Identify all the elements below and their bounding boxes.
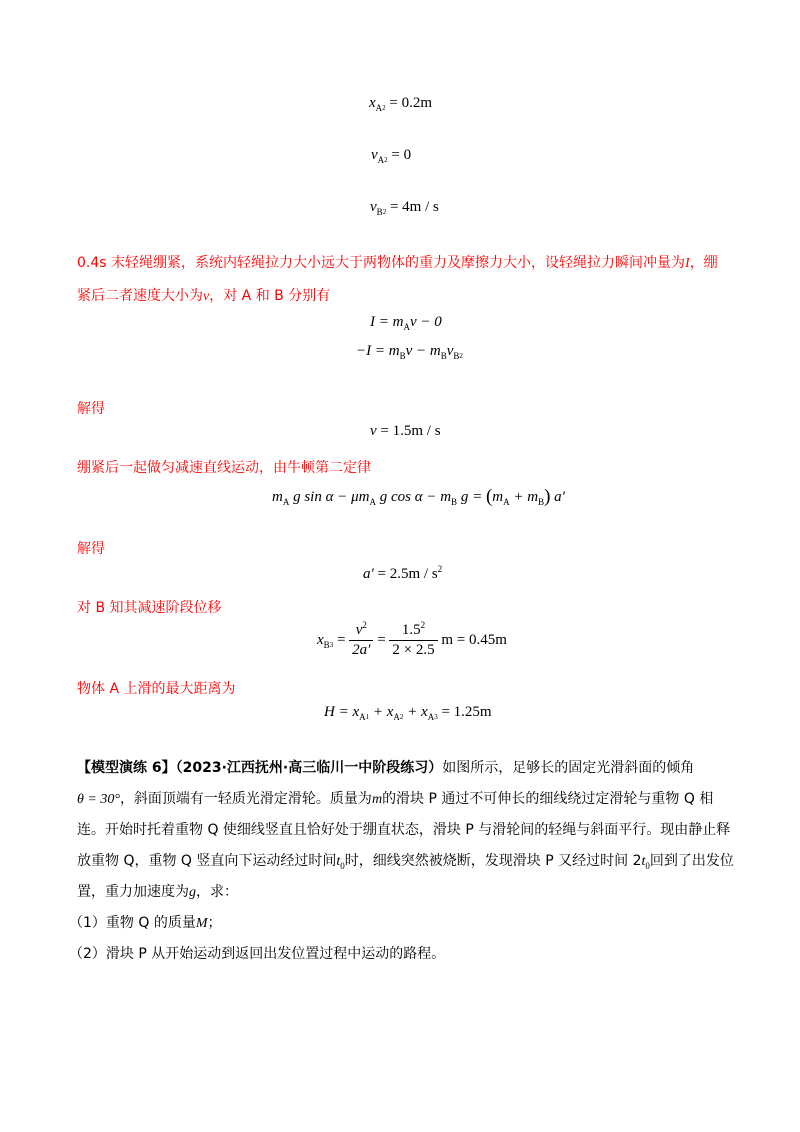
eq7-m: m bbox=[272, 489, 283, 505]
equals: = bbox=[377, 631, 386, 648]
eq-rhs: = 2.5m / s bbox=[377, 566, 438, 582]
problem-line-1 bbox=[77, 757, 694, 777]
subsub: 2 bbox=[382, 208, 387, 216]
var-a-prime: a′ bbox=[363, 566, 374, 582]
problem-line-2 bbox=[77, 788, 713, 808]
paren-close: ) bbox=[544, 486, 551, 507]
equation-newton-second-law bbox=[272, 485, 565, 507]
equation-va2 bbox=[371, 147, 411, 164]
sub-b: B bbox=[440, 351, 447, 361]
problem-tag: 【模型演练 6】（2023·江西抚州·高三临川一中阶段练习） bbox=[77, 760, 443, 776]
paragraph-max-distance: 物体 A 上滑的最大距离为 bbox=[77, 681, 236, 697]
subsub: 2 bbox=[399, 713, 404, 721]
subsub: 3 bbox=[434, 713, 438, 721]
var-v: v bbox=[370, 423, 377, 439]
eq10-plus: + x bbox=[407, 704, 428, 720]
eq-rhs: = 0.2m bbox=[389, 95, 433, 111]
sup-2: 2 bbox=[437, 564, 443, 574]
equation-accel bbox=[363, 566, 442, 583]
var-t: t bbox=[641, 854, 646, 869]
sub-0: 0 bbox=[340, 861, 345, 871]
eq5-b: v − m bbox=[405, 343, 441, 359]
eq7-plus-m: + m bbox=[513, 489, 539, 505]
sub-a: A bbox=[377, 155, 385, 165]
equation-h bbox=[324, 704, 492, 721]
problem-text: ，斜面顶端有一轻质光滑定滑轮。质量为 bbox=[119, 791, 372, 807]
question-text: （1）重物 Q 的质量 bbox=[69, 915, 196, 931]
problem-text: 放重物 Q，重物 Q 竖直向下运动经过时间 bbox=[77, 853, 337, 869]
sub-a: A bbox=[369, 497, 376, 507]
var-v: v bbox=[370, 199, 377, 215]
paragraph-rope-tension bbox=[77, 252, 718, 272]
problem-line-4 bbox=[77, 850, 734, 870]
equation-impulse-a bbox=[370, 314, 442, 331]
para1-end: ，绷 bbox=[689, 255, 718, 271]
sub-b: B bbox=[538, 497, 545, 507]
sub-a: A bbox=[427, 712, 435, 722]
frac-den: 2 × 2.5 bbox=[392, 642, 435, 658]
problem-text: 时，细线突然被烧断，发现滑块 P 又经过时间 2 bbox=[344, 853, 642, 869]
var-i: I bbox=[685, 256, 690, 271]
eq7-term3: g cos α − m bbox=[379, 489, 452, 505]
sub-b: B bbox=[323, 639, 330, 650]
problem-text: ，求： bbox=[196, 884, 238, 900]
sub-b: B bbox=[451, 497, 458, 507]
question-1 bbox=[69, 912, 222, 932]
problem-text: 如图所示，足够长的固定光滑斜面的倾角 bbox=[442, 760, 695, 776]
subsub: 1 bbox=[365, 713, 370, 721]
subsub: 2 bbox=[384, 156, 388, 164]
eq-rhs: = 1.5m / s bbox=[380, 423, 441, 439]
paragraph-newton: 绷紧后一起做匀减速直线运动，由牛顿第二定律 bbox=[77, 460, 371, 476]
paragraph-b-displacement: 对 B 知其减速阶段位移 bbox=[77, 600, 222, 616]
frac-den: 2a′ bbox=[352, 642, 371, 658]
frac-num: 1.5 bbox=[401, 622, 421, 638]
sup-2: 2 bbox=[362, 620, 367, 630]
subsub: 2 bbox=[459, 352, 463, 360]
eq10-plus: + x bbox=[372, 704, 394, 720]
var-x: x bbox=[369, 95, 376, 111]
eq-rhs: m = 0.45m bbox=[441, 631, 507, 648]
sub-a: A bbox=[403, 322, 410, 332]
fraction-v2-2a bbox=[349, 622, 373, 659]
problem-line-3: 连。开始时托着重物 Q 使细线竖直且恰好处于绷直状态，滑块 P 与滑轮间的轻绳与斜面平行。现由静止释 bbox=[77, 822, 731, 838]
eq-rhs: = 0 bbox=[391, 147, 412, 163]
sub-a: A bbox=[359, 712, 366, 722]
paragraph-rope-tension-line2 bbox=[77, 285, 330, 305]
sub-a: A bbox=[282, 497, 290, 507]
label-solve-2: 解得 bbox=[77, 541, 105, 557]
eq-rhs: = 4m / s bbox=[389, 199, 439, 215]
question-2: （2）滑块 P 从开始运动到返回出发位置过程中运动的路程。 bbox=[69, 946, 446, 962]
theta-value: θ = 30° bbox=[77, 792, 120, 807]
equals: = bbox=[336, 631, 346, 648]
equation-impulse-b bbox=[356, 343, 463, 360]
eq7-term2: g sin α − μm bbox=[293, 489, 370, 505]
var-x: x bbox=[317, 631, 324, 648]
var-t: t bbox=[336, 854, 341, 869]
problem-text: 的滑块 P 通过不可伸长的细线绕过定滑轮与重物 Q 相 bbox=[382, 791, 714, 807]
eq7-accel: a′ bbox=[554, 489, 565, 505]
sup-2: 2 bbox=[420, 620, 426, 630]
sub-a: A bbox=[503, 497, 510, 507]
sub-b: B bbox=[399, 351, 406, 361]
eq7-m2: m bbox=[492, 489, 504, 505]
sub-0: 0 bbox=[645, 861, 650, 871]
fraction-numeric bbox=[389, 622, 437, 659]
sub-b: B bbox=[453, 351, 460, 361]
eq5-a: −I = m bbox=[356, 343, 400, 359]
problem-text: 置，重力加速度为 bbox=[77, 884, 189, 900]
paren-open: ( bbox=[485, 486, 493, 507]
var-m: m bbox=[371, 792, 383, 807]
eq10-h: H = x bbox=[324, 704, 360, 720]
sub-a: A bbox=[393, 712, 400, 722]
var-g: g bbox=[189, 885, 196, 900]
subsub: 3 bbox=[329, 640, 334, 649]
eq7-term4: g = bbox=[460, 489, 483, 505]
equation-vb2 bbox=[370, 199, 439, 216]
var-v: v bbox=[371, 147, 378, 163]
problem-text: 回到了出发位 bbox=[649, 853, 734, 869]
label-solve-1: 解得 bbox=[77, 401, 105, 417]
var-v: v bbox=[203, 289, 210, 304]
para1-text3: ，对 A 和 B 分别有 bbox=[209, 288, 331, 304]
var-m-mass: M bbox=[195, 916, 208, 931]
eq-rhs: = 1.25m bbox=[441, 704, 492, 720]
para1-text2: 紧后二者速度大小为 bbox=[77, 288, 203, 304]
problem-line-5 bbox=[77, 881, 238, 901]
question-punct: ； bbox=[207, 915, 222, 931]
equation-xb3 bbox=[317, 622, 507, 659]
para1-text: 0.4s 末轻绳绷紧，系统内轻绳拉力大小远大于两物体的重力及摩擦力大小，设轻绳拉力瞬间冲量为 bbox=[77, 255, 686, 271]
subsub: 2 bbox=[382, 104, 386, 112]
equation-xa2 bbox=[369, 95, 432, 112]
equation-v bbox=[370, 423, 441, 440]
sub-a: A bbox=[375, 103, 383, 113]
eq4-rest: v − 0 bbox=[409, 314, 442, 330]
sub-b: B bbox=[376, 207, 383, 217]
eq5-c: v bbox=[446, 343, 454, 359]
frac-num: v bbox=[355, 622, 363, 638]
eq4-a: I = m bbox=[370, 314, 404, 330]
